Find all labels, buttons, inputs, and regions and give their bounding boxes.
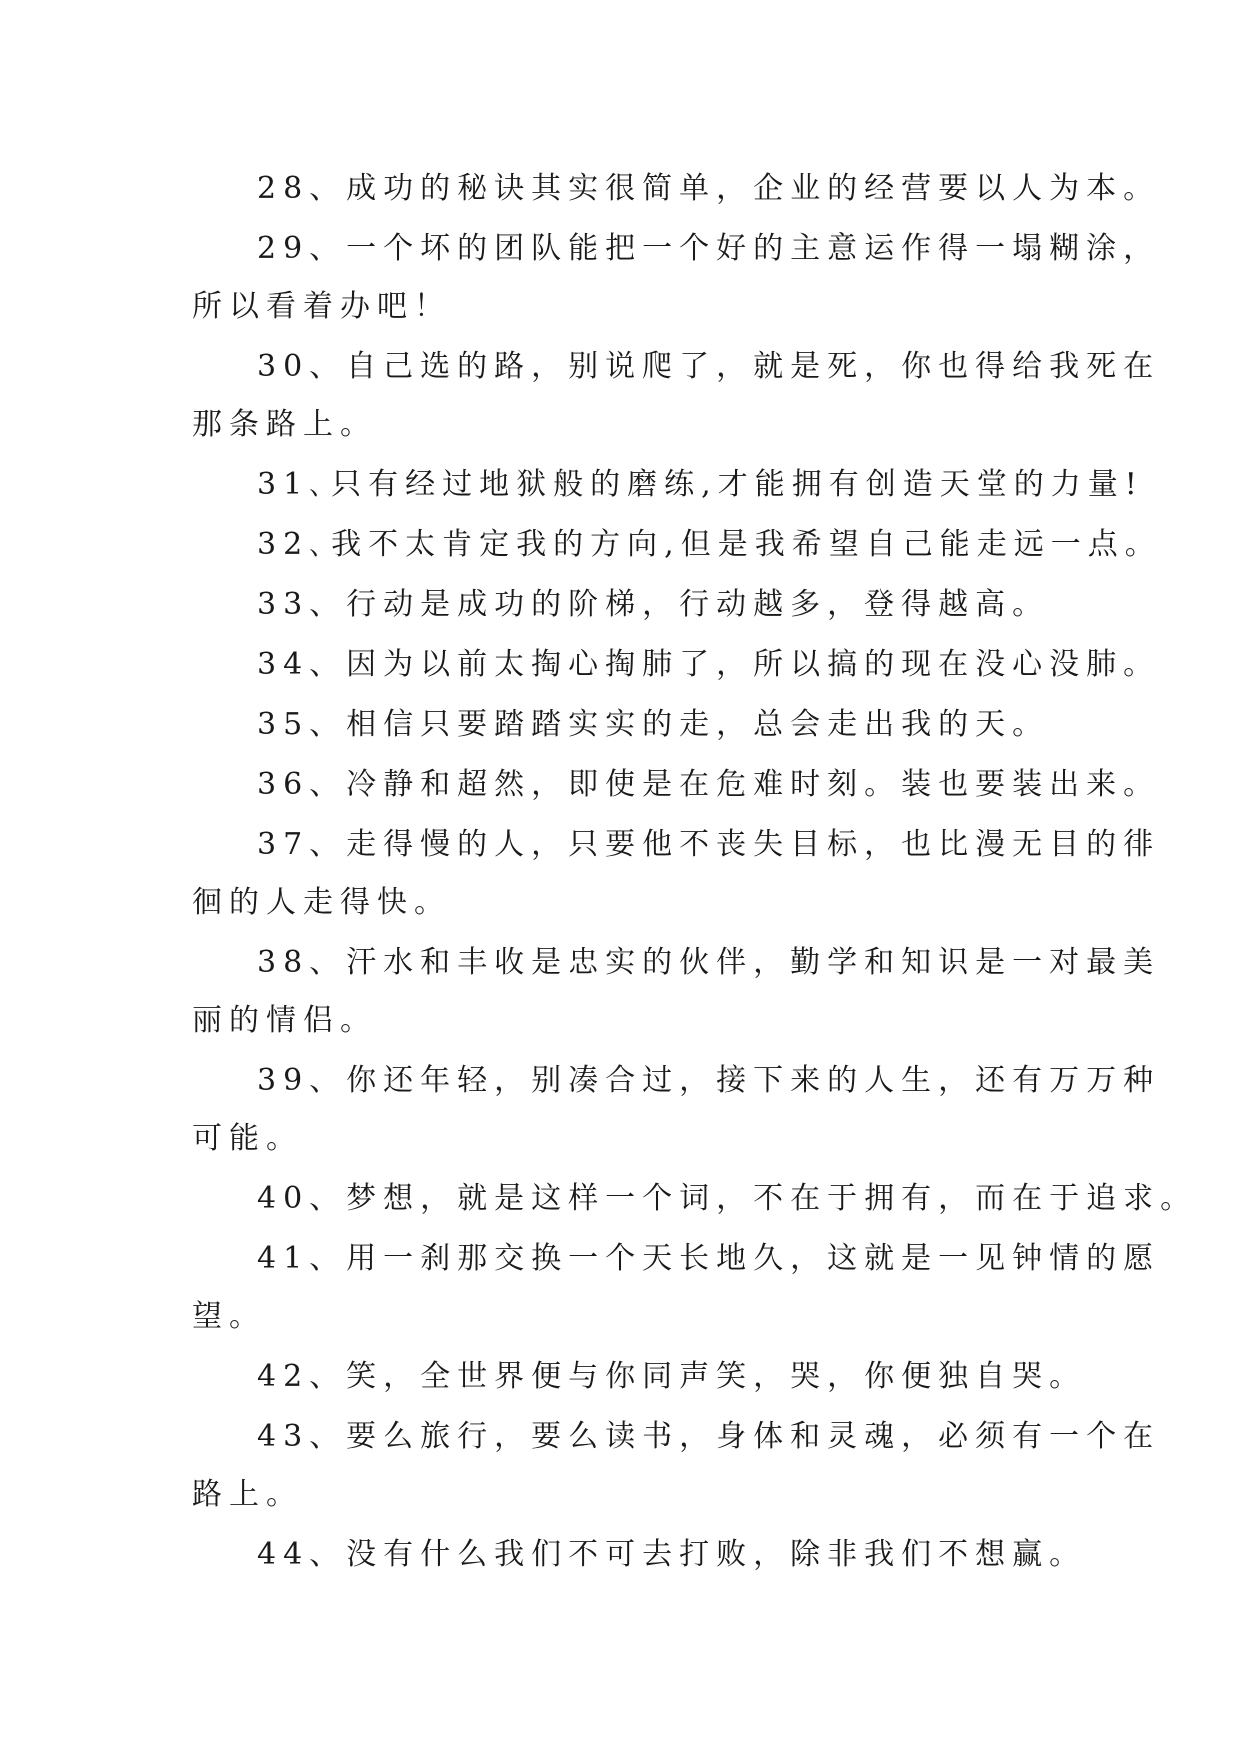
quote-line: 33、行动是成功的阶梯，行动越多，登得越高。	[257, 587, 1050, 622]
quote-line: 望。	[192, 1299, 266, 1334]
quote-line: 35、相信只要踏踏实实的走，总会走出我的天。	[257, 707, 1050, 742]
quote-line: 41、用一刹那交换一个天长地久，这就是一见钟情的愿	[257, 1241, 1161, 1276]
quote-paragraph	[192, 1170, 1198, 1228]
quote-line: 31､只有经过地狱般的磨练,才能拥有创造天堂的力量!	[257, 467, 1144, 502]
quote-line: 37、走得慢的人，只要他不丧失目标，也比漫无目的徘	[257, 827, 1161, 862]
quote-paragraph	[192, 756, 1161, 814]
quote-line: 39、你还年轻，别凑合过，接下来的人生，还有万万种	[257, 1063, 1161, 1098]
quote-paragraph	[192, 1348, 1092, 1406]
quote-paragraph	[192, 1408, 1161, 1524]
quote-paragraph	[192, 816, 1161, 932]
quote-line: 36、冷静和超然，即使是在危难时刻。装也要装出来。	[257, 767, 1161, 802]
quote-line: 29、一个坏的团队能把一个好的主意运作得一塌糊涂，	[257, 231, 1161, 266]
quote-list	[192, 160, 1198, 1586]
quote-paragraph	[192, 456, 1144, 514]
quote-paragraph	[192, 1526, 1092, 1584]
quote-paragraph	[192, 1052, 1161, 1168]
quote-line: 44、没有什么我们不可去打败，除非我们不想赢。	[257, 1537, 1087, 1572]
quote-line: 43、要么旅行，要么读书，身体和灵魂，必须有一个在	[257, 1419, 1161, 1454]
quote-paragraph	[192, 1230, 1161, 1346]
quote-line: 32､我不太肯定我的方向,但是我希望自己能走远一点。	[257, 527, 1162, 562]
quote-paragraph	[192, 220, 1161, 336]
quote-line: 28、成功的秘诀其实很简单，企业的经营要以人为本。	[257, 171, 1161, 206]
quote-line: 34、因为以前太掏心掏肺了，所以搞的现在没心没肺。	[257, 647, 1161, 682]
quote-line: 所以看着办吧！	[192, 289, 451, 324]
quote-line: 路上。	[192, 1477, 303, 1512]
quote-line: 30、自己选的路，别说爬了，就是死，你也得给我死在	[257, 349, 1161, 384]
quote-paragraph	[192, 696, 1092, 754]
quote-line: 42、笑，全世界便与你同声笑，哭，你便独自哭。	[257, 1359, 1087, 1394]
quote-paragraph	[192, 160, 1161, 218]
quote-paragraph	[192, 636, 1161, 694]
quote-line: 可能。	[192, 1121, 303, 1156]
quote-line: 徊的人走得快。	[192, 885, 451, 920]
quote-line: 40、梦想，就是这样一个词，不在于拥有，而在于追求。	[257, 1181, 1198, 1216]
quote-line: 那条路上。	[192, 407, 377, 442]
quote-line: 丽的情侣。	[192, 1003, 377, 1038]
quote-paragraph	[192, 934, 1161, 1050]
quote-paragraph	[192, 516, 1162, 574]
quote-line: 38、汗水和丰收是忠实的伙伴，勤学和知识是一对最美	[257, 945, 1161, 980]
quote-paragraph	[192, 338, 1161, 454]
quote-paragraph	[192, 576, 1092, 634]
